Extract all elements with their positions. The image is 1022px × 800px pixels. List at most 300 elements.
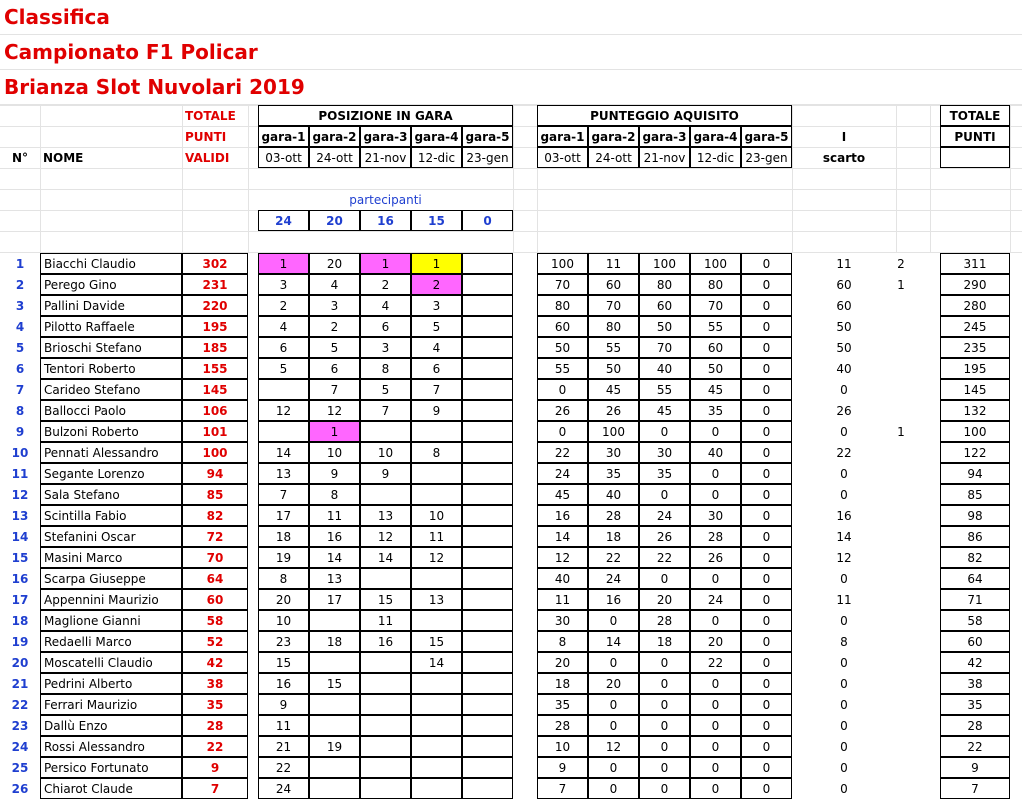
row-race-position: 20 <box>309 253 360 274</box>
header-pts-gara: gara-4 <box>690 126 741 147</box>
row-race-points: 0 <box>690 757 741 778</box>
row-punti-validi: 94 <box>182 463 248 484</box>
row-scarto: 11 <box>836 592 852 607</box>
row-extra <box>872 463 930 484</box>
row-punti-validi: 145 <box>182 379 248 400</box>
row-punti-validi: 58 <box>182 610 248 631</box>
row-totale: 28 <box>940 715 1010 736</box>
row-race-position <box>411 421 462 442</box>
row-race-position <box>309 610 360 631</box>
row-driver-name: Ballocci Paolo <box>40 400 182 421</box>
row-race-points: 0 <box>690 715 741 736</box>
header-pos-gara: gara-5 <box>462 126 513 147</box>
row-driver-name: Dallù Enzo <box>40 715 182 736</box>
row-race-points: 12 <box>588 736 639 757</box>
row-race-points: 0 <box>690 484 741 505</box>
row-extra <box>872 484 930 505</box>
row-position: 16 <box>11 571 29 586</box>
row-race-position <box>258 421 309 442</box>
row-race-position: 12 <box>360 526 411 547</box>
row-totale: 290 <box>940 274 1010 295</box>
row-race-points: 20 <box>537 652 588 673</box>
row-race-points: 20 <box>639 589 690 610</box>
row-race-position <box>411 673 462 694</box>
row-race-points: 28 <box>588 505 639 526</box>
row-race-position: 6 <box>360 316 411 337</box>
row-race-points: 0 <box>690 463 741 484</box>
row-race-position: 6 <box>309 358 360 379</box>
row-race-points: 18 <box>639 631 690 652</box>
header-pts-gara: gara-2 <box>588 126 639 147</box>
row-totale: 82 <box>940 547 1010 568</box>
header-punti-right: PUNTI <box>940 126 1010 147</box>
row-race-position: 8 <box>411 442 462 463</box>
row-punti-validi: 38 <box>182 673 248 694</box>
row-race-points: 35 <box>588 463 639 484</box>
row-scarto: 0 <box>840 382 848 397</box>
row-extra <box>872 694 930 715</box>
row-race-points: 60 <box>537 316 588 337</box>
row-race-position: 10 <box>258 610 309 631</box>
row-race-position: 1 <box>411 253 462 274</box>
row-race-points: 40 <box>639 358 690 379</box>
row-race-position <box>462 442 513 463</box>
header-pos-date: 03-ott <box>258 147 309 168</box>
row-scarto: 0 <box>840 781 848 796</box>
row-race-position <box>360 421 411 442</box>
row-race-points: 45 <box>639 400 690 421</box>
row-race-position: 2 <box>360 274 411 295</box>
row-race-points: 0 <box>741 757 792 778</box>
row-race-points: 0 <box>639 757 690 778</box>
row-race-position: 9 <box>360 463 411 484</box>
row-totale: 64 <box>940 568 1010 589</box>
row-race-points: 20 <box>588 673 639 694</box>
row-race-position: 13 <box>360 505 411 526</box>
row-extra <box>872 631 930 652</box>
row-scarto: 0 <box>840 613 848 628</box>
row-race-points: 0 <box>741 673 792 694</box>
row-race-points: 0 <box>741 379 792 400</box>
header-pos-date: 24-ott <box>309 147 360 168</box>
row-race-points: 24 <box>639 505 690 526</box>
row-punti-validi: 35 <box>182 694 248 715</box>
row-totale: 94 <box>940 463 1010 484</box>
row-gridline <box>0 231 1022 232</box>
row-totale: 245 <box>940 316 1010 337</box>
row-race-points: 60 <box>588 274 639 295</box>
row-position: 2 <box>15 277 25 292</box>
row-race-position: 12 <box>411 547 462 568</box>
row-race-points: 18 <box>588 526 639 547</box>
row-scarto: 0 <box>840 655 848 670</box>
row-extra <box>872 295 930 316</box>
row-race-points: 55 <box>639 379 690 400</box>
row-driver-name: Chiarot Claude <box>40 778 182 799</box>
header-scarto: scarto <box>822 150 866 165</box>
row-race-position: 11 <box>411 526 462 547</box>
row-scarto: 0 <box>840 424 848 439</box>
row-position: 9 <box>15 424 25 439</box>
row-race-points: 80 <box>537 295 588 316</box>
row-punti-validi: 52 <box>182 631 248 652</box>
row-race-points: 0 <box>588 652 639 673</box>
row-driver-name: Masini Marco <box>40 547 182 568</box>
row-race-position: 18 <box>258 526 309 547</box>
row-position: 23 <box>11 718 29 733</box>
row-extra <box>872 379 930 400</box>
row-race-position: 3 <box>411 295 462 316</box>
row-race-position <box>462 568 513 589</box>
row-race-position: 22 <box>258 757 309 778</box>
row-race-points: 100 <box>537 253 588 274</box>
header-scarto-i: I <box>841 129 847 144</box>
row-race-position: 21 <box>258 736 309 757</box>
row-race-points: 60 <box>690 337 741 358</box>
row-extra: 2 <box>897 256 905 271</box>
row-race-position: 15 <box>258 652 309 673</box>
row-position: 7 <box>15 382 25 397</box>
row-scarto: 0 <box>840 487 848 502</box>
row-race-points: 70 <box>537 274 588 295</box>
row-totale: 71 <box>940 589 1010 610</box>
row-race-points: 30 <box>639 442 690 463</box>
row-driver-name: Pallini Davide <box>40 295 182 316</box>
row-race-points: 45 <box>588 379 639 400</box>
row-race-position <box>462 316 513 337</box>
row-race-position: 1 <box>309 421 360 442</box>
row-race-position: 10 <box>411 505 462 526</box>
header-pos-gara: gara-1 <box>258 126 309 147</box>
header-pos-gara: gara-4 <box>411 126 462 147</box>
row-race-position: 16 <box>309 526 360 547</box>
header-totale-right: TOTALE <box>940 105 1010 126</box>
row-totale: 22 <box>940 736 1010 757</box>
row-race-points: 0 <box>639 421 690 442</box>
row-position: 24 <box>11 739 29 754</box>
row-race-points: 0 <box>639 484 690 505</box>
header-pts-date: 12-dic <box>690 147 741 168</box>
row-race-position: 5 <box>309 337 360 358</box>
row-race-position: 11 <box>258 715 309 736</box>
row-race-points: 45 <box>537 484 588 505</box>
row-driver-name: Appennini Maurizio <box>40 589 182 610</box>
row-race-points: 35 <box>639 463 690 484</box>
row-scarto: 60 <box>836 277 852 292</box>
row-race-position: 20 <box>258 589 309 610</box>
row-scarto: 50 <box>836 340 852 355</box>
row-race-points: 0 <box>741 505 792 526</box>
row-race-points: 100 <box>588 421 639 442</box>
row-extra: 1 <box>897 277 905 292</box>
row-scarto: 22 <box>836 445 852 460</box>
row-position: 5 <box>15 340 25 355</box>
row-race-points: 0 <box>588 757 639 778</box>
row-punti-validi: 195 <box>182 316 248 337</box>
row-extra <box>872 547 930 568</box>
row-position: 21 <box>11 676 29 691</box>
row-driver-name: Biacchi Claudio <box>40 253 182 274</box>
row-extra <box>872 736 930 757</box>
row-race-points: 0 <box>639 673 690 694</box>
row-race-position: 7 <box>309 379 360 400</box>
row-position: 17 <box>11 592 29 607</box>
row-race-position <box>462 484 513 505</box>
row-position: 15 <box>11 550 29 565</box>
row-race-position: 2 <box>258 295 309 316</box>
header-pos-date: 21-nov <box>360 147 411 168</box>
row-race-position: 13 <box>411 589 462 610</box>
row-race-position <box>411 463 462 484</box>
row-driver-name: Ferrari Maurizio <box>40 694 182 715</box>
row-totale: 60 <box>940 631 1010 652</box>
row-race-position: 11 <box>360 610 411 631</box>
row-totale: 38 <box>940 673 1010 694</box>
row-race-position: 14 <box>258 442 309 463</box>
row-position: 19 <box>11 634 29 649</box>
row-race-points: 0 <box>741 484 792 505</box>
row-race-position <box>360 484 411 505</box>
row-race-position <box>360 778 411 799</box>
row-race-points: 35 <box>690 400 741 421</box>
row-race-position: 14 <box>360 547 411 568</box>
row-race-points: 30 <box>588 442 639 463</box>
row-race-position: 15 <box>411 631 462 652</box>
row-race-position <box>462 631 513 652</box>
row-race-points: 0 <box>588 778 639 799</box>
row-race-position: 12 <box>309 400 360 421</box>
row-race-position <box>462 505 513 526</box>
row-totale: 58 <box>940 610 1010 631</box>
row-race-points: 16 <box>537 505 588 526</box>
row-race-position: 5 <box>258 358 309 379</box>
partecipanti-count: 24 <box>258 210 309 231</box>
row-race-position <box>462 547 513 568</box>
row-punti-validi: 72 <box>182 526 248 547</box>
row-race-position <box>360 652 411 673</box>
row-race-position: 14 <box>309 547 360 568</box>
column-gridline <box>930 105 931 252</box>
partecipanti-count: 20 <box>309 210 360 231</box>
row-race-points: 0 <box>741 652 792 673</box>
row-race-position: 4 <box>360 295 411 316</box>
row-race-points: 0 <box>639 568 690 589</box>
header-pts-date: 21-nov <box>639 147 690 168</box>
row-race-points: 0 <box>639 715 690 736</box>
row-race-points: 0 <box>588 715 639 736</box>
row-race-points: 0 <box>537 379 588 400</box>
row-race-position <box>411 568 462 589</box>
row-race-points: 70 <box>639 337 690 358</box>
row-race-position <box>462 694 513 715</box>
row-race-points: 28 <box>639 610 690 631</box>
row-race-position: 17 <box>309 589 360 610</box>
row-race-points: 70 <box>690 295 741 316</box>
row-race-points: 9 <box>537 757 588 778</box>
row-driver-name: Scintilla Fabio <box>40 505 182 526</box>
row-race-points: 100 <box>690 253 741 274</box>
row-race-points: 100 <box>639 253 690 274</box>
row-extra <box>872 400 930 421</box>
row-race-points: 14 <box>537 526 588 547</box>
row-race-points: 28 <box>690 526 741 547</box>
row-race-points: 24 <box>537 463 588 484</box>
row-driver-name: Bulzoni Roberto <box>40 421 182 442</box>
row-scarto: 0 <box>840 571 848 586</box>
row-race-points: 55 <box>537 358 588 379</box>
row-race-points: 0 <box>741 463 792 484</box>
row-race-position: 10 <box>360 442 411 463</box>
row-race-points: 50 <box>690 358 741 379</box>
column-gridline <box>896 105 897 252</box>
row-race-points: 0 <box>690 568 741 589</box>
row-race-points: 0 <box>741 778 792 799</box>
row-race-points: 16 <box>588 589 639 610</box>
row-race-points: 0 <box>741 631 792 652</box>
row-race-points: 0 <box>741 589 792 610</box>
row-race-points: 0 <box>741 253 792 274</box>
championship-title: Campionato F1 Policar <box>4 40 258 64</box>
row-race-points: 0 <box>639 736 690 757</box>
row-race-points: 80 <box>639 274 690 295</box>
row-race-points: 0 <box>690 610 741 631</box>
row-race-position <box>462 673 513 694</box>
header-punteggio-aquisito: PUNTEGGIO AQUISITO <box>537 105 792 126</box>
row-punti-validi: 155 <box>182 358 248 379</box>
row-race-position: 19 <box>309 736 360 757</box>
row-race-points: 0 <box>741 295 792 316</box>
row-punti-validi: 82 <box>182 505 248 526</box>
row-punti-validi: 231 <box>182 274 248 295</box>
row-punti-validi: 7 <box>182 778 248 799</box>
row-race-position: 8 <box>258 568 309 589</box>
row-extra <box>872 505 930 526</box>
row-position: 12 <box>11 487 29 502</box>
sheet-title: Classifica <box>4 5 110 29</box>
header-punti: PUNTI <box>185 129 227 144</box>
row-race-points: 80 <box>588 316 639 337</box>
row-race-points: 22 <box>588 547 639 568</box>
row-punti-validi: 185 <box>182 337 248 358</box>
row-race-position: 4 <box>411 337 462 358</box>
row-position: 18 <box>11 613 29 628</box>
row-race-points: 26 <box>537 400 588 421</box>
row-scarto: 0 <box>840 760 848 775</box>
header-number: N° <box>11 150 29 165</box>
row-race-points: 30 <box>690 505 741 526</box>
row-race-position: 9 <box>411 400 462 421</box>
row-race-position <box>411 757 462 778</box>
row-race-position <box>462 736 513 757</box>
row-totale: 9 <box>940 757 1010 778</box>
row-driver-name: Carideo Stefano <box>40 379 182 400</box>
row-race-position <box>462 757 513 778</box>
row-race-points: 0 <box>741 421 792 442</box>
row-race-points: 12 <box>537 547 588 568</box>
header-pos-gara: gara-3 <box>360 126 411 147</box>
row-race-position: 1 <box>258 253 309 274</box>
row-totale: 86 <box>940 526 1010 547</box>
header-pts-gara: gara-1 <box>537 126 588 147</box>
partecipanti-label: partecipanti <box>349 192 422 207</box>
row-race-points: 30 <box>537 610 588 631</box>
header-pts-gara: gara-3 <box>639 126 690 147</box>
row-position: 11 <box>11 466 29 481</box>
row-position: 3 <box>15 298 25 313</box>
row-race-points: 50 <box>537 337 588 358</box>
column-gridline <box>513 105 514 252</box>
header-pos-date: 23-gen <box>462 147 513 168</box>
row-race-points: 40 <box>690 442 741 463</box>
row-race-position: 16 <box>258 673 309 694</box>
row-driver-name: Rossi Alessandro <box>40 736 182 757</box>
season-title: Brianza Slot Nuvolari 2019 <box>4 75 305 99</box>
row-race-points: 0 <box>741 274 792 295</box>
row-race-position <box>258 379 309 400</box>
row-race-position <box>360 757 411 778</box>
row-totale: 132 <box>940 400 1010 421</box>
row-race-points: 28 <box>537 715 588 736</box>
row-position: 26 <box>11 781 29 796</box>
row-race-points: 80 <box>690 274 741 295</box>
row-race-position: 15 <box>360 589 411 610</box>
row-race-points: 0 <box>537 421 588 442</box>
row-driver-name: Maglione Gianni <box>40 610 182 631</box>
row-race-position <box>462 589 513 610</box>
partecipanti-count: 0 <box>462 210 513 231</box>
row-race-position: 12 <box>258 400 309 421</box>
row-race-position: 7 <box>258 484 309 505</box>
row-race-position: 15 <box>309 673 360 694</box>
row-race-points: 0 <box>741 715 792 736</box>
row-punti-validi: 302 <box>182 253 248 274</box>
row-scarto: 14 <box>836 529 852 544</box>
header-pos-date: 12-dic <box>411 147 462 168</box>
row-race-points: 0 <box>639 652 690 673</box>
row-race-position: 9 <box>309 463 360 484</box>
row-scarto: 12 <box>836 550 852 565</box>
row-driver-name: Scarpa Giuseppe <box>40 568 182 589</box>
row-race-points: 26 <box>639 526 690 547</box>
row-race-position: 3 <box>258 274 309 295</box>
row-race-position: 9 <box>258 694 309 715</box>
row-totale: 235 <box>940 337 1010 358</box>
header-pts-gara: gara-5 <box>741 126 792 147</box>
row-race-position: 1 <box>360 253 411 274</box>
row-totale: 122 <box>940 442 1010 463</box>
row-extra <box>872 526 930 547</box>
row-scarto: 0 <box>840 739 848 754</box>
row-race-points: 0 <box>690 421 741 442</box>
row-race-position <box>462 610 513 631</box>
header-pos-gara: gara-2 <box>309 126 360 147</box>
row-race-position <box>462 379 513 400</box>
header-validi: VALIDI <box>185 150 230 165</box>
row-position: 25 <box>11 760 29 775</box>
row-race-points: 0 <box>741 316 792 337</box>
row-punti-validi: 100 <box>182 442 248 463</box>
row-driver-name: Sala Stefano <box>40 484 182 505</box>
row-race-position: 5 <box>411 316 462 337</box>
row-punti-validi: 106 <box>182 400 248 421</box>
row-scarto: 0 <box>840 676 848 691</box>
row-totale: 145 <box>940 379 1010 400</box>
row-race-points: 55 <box>690 316 741 337</box>
row-race-position: 7 <box>360 400 411 421</box>
row-driver-name: Persico Fortunato <box>40 757 182 778</box>
row-race-position: 3 <box>309 295 360 316</box>
row-race-position <box>462 253 513 274</box>
